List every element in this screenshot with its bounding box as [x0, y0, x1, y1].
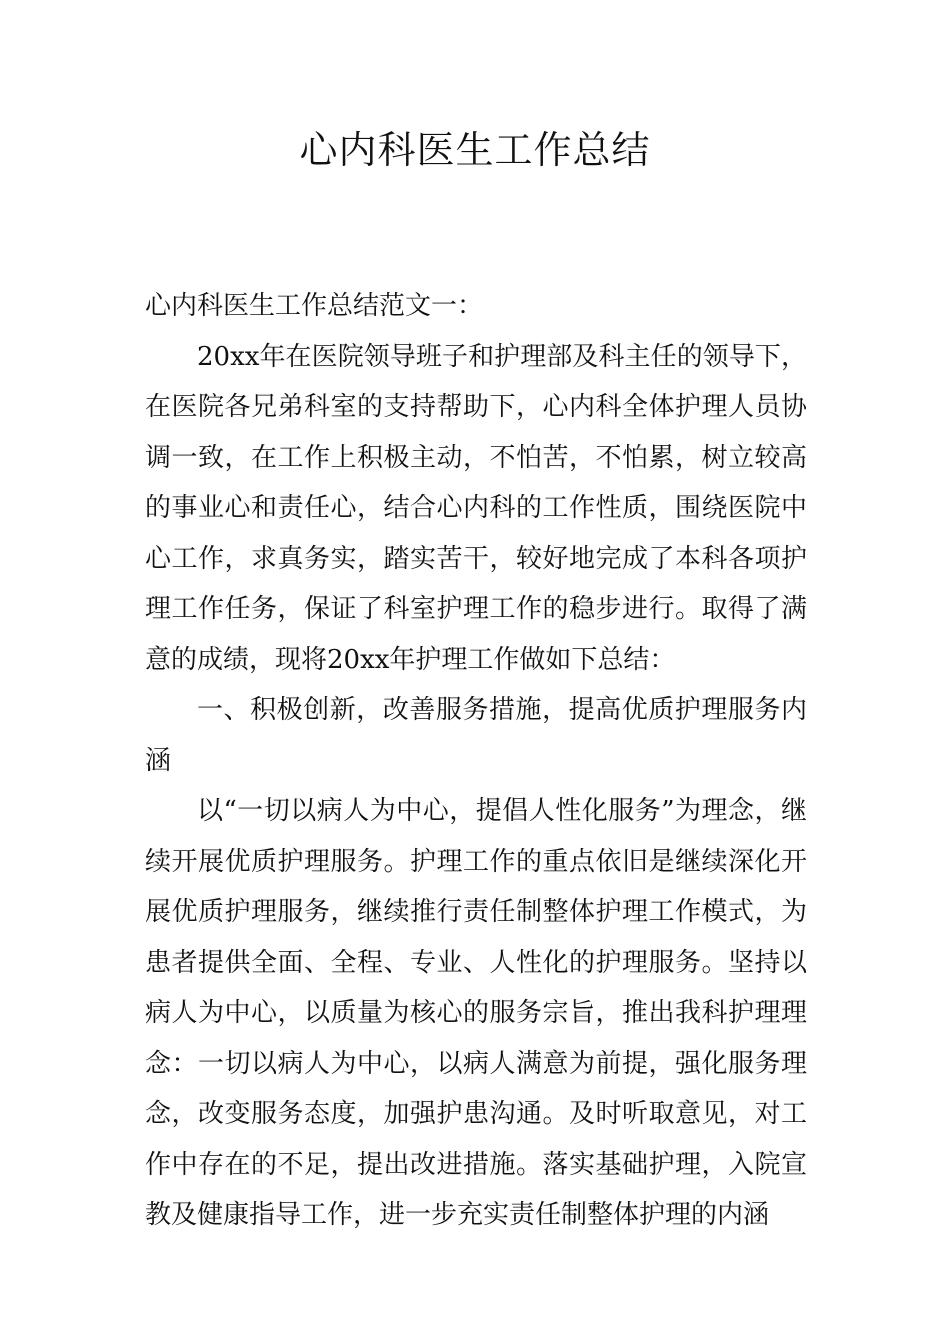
section-heading-1: 一、积极创新，改善服务措施，提高优质护理服务内涵 [145, 695, 807, 776]
paragraph-intro: 心内科医生工作总结范文一： [145, 291, 484, 321]
paragraph-overview: 20xx年在医院领导班子和护理部及科主任的领导下，在医院各兄弟科室的支持帮助下，心内科全体护理人员协调一致，在工作上积极主动，不怕苦，不怕累，树立较高的事业心和责任心，结合心内科的工作性质，围绕医院中心工作，求真务实，踏实苦干，较好地完成了本科各项护理工作任务，保证了科室护理工作的稳步进行。取得了满意的成绩，现将20xx年护理工作做如下总结： [145, 341, 807, 675]
paragraph-section-1: 以“一切以病人为中心，提倡人性化服务”为理念，继续开展优质护理服务。护理工作的重点依旧是继续深化开展优质护理服务，继续推行责任制整体护理工作模式，为患者提供全面、全程、专业、人性化的护理服务。坚持以病人为中心，以质量为核心的服务宗旨，推出我科护理理念：一切以病人为中心，以病人满意为前提，强化服务理念，改变服务态度，加强护患沟通。及时听取意见，对工作中存在的不足，提出改进措施。落实基础护理，入院宣教及健康指导工作，进一步充实责任制整体护理的内涵 [145, 796, 807, 1230]
document-title: 心内科医生工作总结 [299, 128, 651, 172]
document-body [145, 281, 807, 1241]
